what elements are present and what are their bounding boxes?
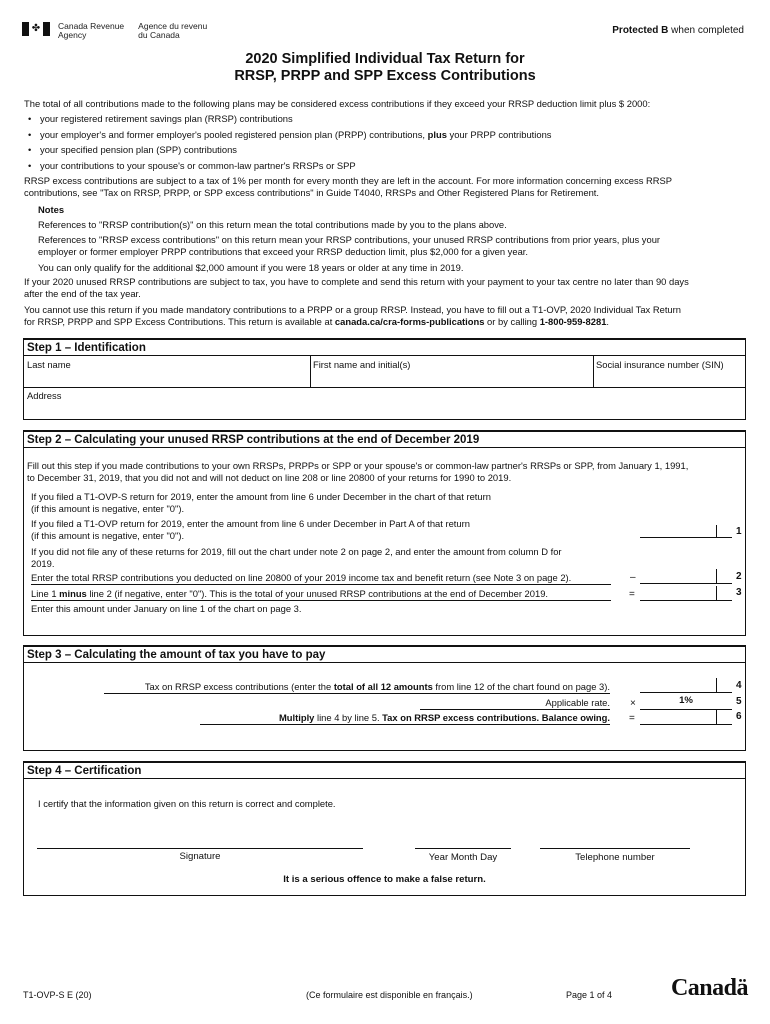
page-number: Page 1 of 4 [566,990,613,1000]
step1-name-row [23,355,746,388]
line-2-cents-divider [716,569,717,584]
line-3-amount[interactable] [640,586,732,601]
step2-intro-line2: to December 31, 2019, that you did not and will not deduct on line 208 or line 20800 of your returns for 1990 to 2019. [27,471,512,483]
restriction-line1: You cannot use this return if you made mandatory contributions to a PRPP or a group RRSP. Instead, you have to fill out a T1-OVP, 2020 Individual Tax Return [24,304,681,315]
bullet-spouse [30,160,356,171]
line-3-label [31,588,611,601]
line-6-number: 6 [736,711,742,722]
intro-paragraph: The total of all contributions made to the following plans may be considered excess contributions if they exceed your RRSP deduction limit plus $ 2000: [24,98,651,109]
line-4-cents-divider [716,678,717,693]
agency-en-line1: Canada Revenue [58,21,125,31]
note-1: References to "RRSP contribution(s)" on this return mean the total contributions made by you to the plans above. [38,219,507,230]
certification-statement: I certify that the information given on this return is correct and complete. [38,798,336,809]
date-line[interactable] [415,848,511,849]
date-label: Year Month Day [428,852,498,863]
line-4-pre: Tax on RRSP excess contributions (enter the [144,681,334,692]
option-t1ovps-line2: (if this amount is negative, enter "0"). [31,502,185,514]
address-field[interactable] [23,387,746,420]
restriction-line2-text: for RRSP, PRPP and SPP Excess Contributions. This return is available at [24,315,335,327]
note-2-line1: References to "RRSP excess contributions" on this return mean your RRSP contributions, your unused RRSP contributions from prior years, plus your [38,234,661,245]
form-identifier: T1-OVP-S E (20) [23,990,92,1000]
bullet-rrsp [30,113,293,124]
bullet-prpp-end: your PRPP contributions [446,129,552,140]
telephone-line[interactable] [540,848,690,849]
line-4-label [104,681,610,694]
line-1-amount[interactable] [640,525,732,538]
option-t1ovp-line2: (if this amount is negative, enter "0"). [31,529,185,541]
excess-tax-paragraph [24,175,744,199]
step1-heading: Step 1 – Identification [23,338,746,355]
option-no-return-line2: 2019. [31,557,55,569]
note-2 [38,234,738,258]
title-line2: RRSP, PRPP and SPP Excess Contributions [234,68,536,84]
restriction-line2 [24,316,744,328]
address-label: Address [27,390,62,401]
line-4-bold: total of all 12 amounts [333,681,433,692]
canada-wordmark: Canadä [670,975,748,1001]
line-2-number: 2 [736,571,742,582]
form-title [0,51,770,85]
excess-tax-line2: contributions, see "Tax on RRSP, PRPP, or SPP excess contributions" in Guide T4040, RRSPs and Other Registered Plans for Retirement. [24,186,599,198]
telephone-label: Telephone number [575,852,655,863]
line-6-label [200,712,610,725]
note-2-line2: employer or former employer PRPP contributions that exceed your RRSP deduction limit, plus $2,000 for a given year. [38,245,529,257]
last-name-field[interactable] [24,356,311,387]
line-1-number: 1 [736,526,742,537]
canada-flag-icon: ✤ [22,22,50,36]
title-line1: 2020 Simplified Individual Tax Return for [245,51,525,67]
line-3-note: Enter this amount under January on line 1 of the chart on page 3. [31,603,302,614]
line-3-post: line 2 (if negative, enter "0"). This is the total of your unused RRSP contributions at the end of December 2019. [86,588,549,599]
deadline-paragraph [24,276,744,300]
signature-line[interactable] [37,848,363,849]
sin-field[interactable] [593,356,745,387]
protected-notice [612,25,744,36]
agency-fr-line2: du Canada [138,30,180,40]
sin-label: Social insurance number (SIN) [596,359,724,370]
bullet-rrsp-text: your registered retirement savings plan (RRSP) contributions [40,113,293,124]
equals-operator: = [629,589,635,600]
times-operator: × [630,698,636,709]
option-t1ovp [31,518,611,542]
false-return-warning: It is a serious offence to make a false return. [283,874,486,885]
agency-name-english [58,22,124,40]
line-6-mid: line 4 by line 5. [314,712,383,723]
restriction-line2-mid: or by calling [484,315,540,327]
step2-intro-line1: Fill out this step if you made contributions to your own RRSPs, PRPPs or SPP or your spouse's or common-law partner's RRSPs or SPP, from January 1, 1991, [27,460,689,471]
option-no-return-line1: If you did not file any of these returns for 2019, fill out the chart under note 2 on page 2, and enter the amount from column D for [31,546,562,557]
bullet-prpp-bold: plus [427,129,447,140]
line-6-amount[interactable] [640,710,732,725]
line-6-cents-divider [716,710,717,725]
step3-heading: Step 3 – Calculating the amount of tax you have to pay [23,645,746,662]
french-availability: (Ce formulaire est disponible en français.) [306,990,473,1000]
line-3-cents-divider [716,586,717,601]
line-1-cents-divider [716,525,717,538]
option-t1ovps-line1: If you filed a T1-OVP-S return for 2019, enter the amount from line 6 under December in the chart of that return [31,491,491,502]
line-5-number: 5 [736,696,742,707]
notes-heading: Notes [38,204,65,215]
step4-heading: Step 4 – Certification [23,761,746,778]
minus-operator: – [630,572,636,583]
step3-box [23,662,746,751]
line-5-rate: 1% [640,695,732,710]
line-3-number: 3 [736,587,742,598]
deadline-line1: If your 2020 unused RRSP contributions are subject to tax, you have to complete and send this return with your payment to your tax centre no later than 90 days [24,276,689,287]
protected-label: Protected B [612,25,669,36]
protected-rest: when completed [668,25,744,36]
bullet-prpp-text: your employer's and former employer's pooled registered pension plan (PRPP) contributions, [40,129,428,140]
first-name-field[interactable] [310,356,594,387]
line-2-amount[interactable] [640,569,732,584]
line-6-bold2: Tax on RRSP excess contributions. Balance owing. [382,712,610,723]
line-3-bold: minus [59,588,87,599]
bullet-spp [30,144,237,155]
last-name-label: Last name [27,359,71,370]
forms-publications-link[interactable]: canada.ca/cra-forms-publications [334,315,485,327]
line-4-post: from line 12 of the chart found on page 3). [432,681,610,692]
deadline-line2: after the end of the tax year. [24,287,141,299]
line-5-label: Applicable rate. [420,697,610,710]
phone-number: 1-800-959-8281 [539,315,607,327]
restriction-line2-end: . [606,315,610,327]
line-3-pre: Line 1 [31,588,60,599]
agency-en-line2: Agency [58,30,87,40]
line-2-label: Enter the total RRSP contributions you deducted on line 20800 of your 2019 income tax and benefit return (see Note 3 on page 2). [31,572,611,585]
signature-label: Signature [179,851,221,862]
step2-intro [27,460,747,484]
government-signature [22,22,207,40]
option-t1ovps [31,491,611,515]
line-6-bold1: Multiply [278,712,315,723]
agency-fr-line1: Agence du revenu [138,21,208,31]
step2-heading: Step 2 – Calculating your unused RRSP contributions at the end of December 2019 [23,430,746,447]
excess-tax-line1: RRSP excess contributions are subject to a tax of 1% per month for every month they are left in the account. For more information concerning excess RRSP [24,175,673,186]
note-3: You can only qualify for the additional $2,000 amount if you were 18 years or older at any time in 2019. [38,262,464,273]
option-t1ovp-line1: If you filed a T1-OVP return for 2019, enter the amount from line 6 under December in Part A of that return [31,518,470,529]
bullet-spp-text: your specified pension plan (SPP) contributions [40,144,237,155]
line-4-amount[interactable] [640,678,732,693]
first-name-label: First name and initial(s) [313,359,411,370]
bullet-prpp [30,129,552,140]
option-no-return [31,546,631,570]
restriction-paragraph [24,304,744,328]
line-4-number: 4 [736,680,742,691]
agency-name-french [138,22,207,40]
bullet-spouse-text: your contributions to your spouse's or common-law partner's RRSPs or SPP [40,160,356,171]
equals-operator-step3: = [629,713,635,724]
